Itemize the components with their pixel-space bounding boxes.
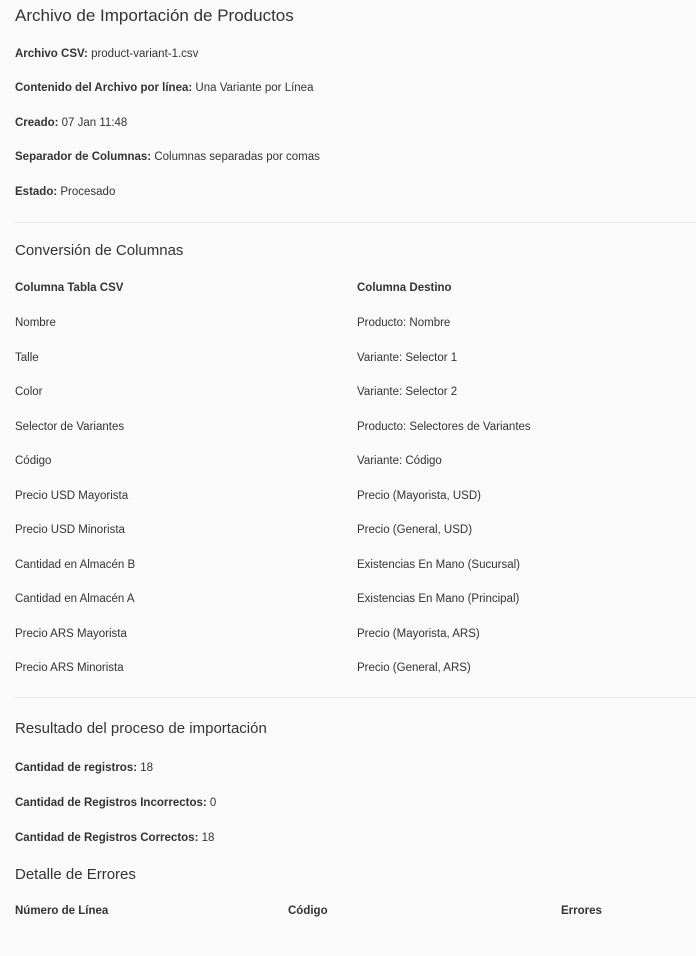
section-divider xyxy=(15,222,696,223)
mapping-source-cell: Código xyxy=(15,455,52,467)
field-value: Una Variante por Línea xyxy=(195,82,314,94)
field-file-content xyxy=(15,81,313,95)
mapping-target-cell: Producto: Nombre xyxy=(357,317,451,329)
field-value: Columnas separadas por comas xyxy=(154,151,320,163)
mapping-source-cell: Nombre xyxy=(15,317,56,329)
field-label: Creado: xyxy=(15,117,59,129)
field-label: Archivo CSV: xyxy=(15,48,88,60)
mapping-target-cell: Precio (Mayorista, USD) xyxy=(357,490,481,502)
mapping-source-cell: Selector de Variantes xyxy=(15,421,125,433)
errors-header-errors: Errores xyxy=(561,905,602,917)
field-label: Cantidad de Registros Correctos: xyxy=(15,832,199,844)
mapping-target-cell: Variante: Selector 1 xyxy=(357,352,458,364)
mapping-target-cell: Precio (General, USD) xyxy=(357,524,473,536)
mapping-source-cell: Precio ARS Minorista xyxy=(15,662,124,674)
field-value: 07 Jan 11:48 xyxy=(61,117,128,129)
mapping-source-cell: Precio ARS Mayorista xyxy=(15,628,127,640)
field-label: Contenido del Archivo por línea: xyxy=(15,82,193,94)
field-column-separator xyxy=(15,150,320,164)
mapping-source-cell: Cantidad en Almacén B xyxy=(15,559,136,571)
field-value: 18 xyxy=(140,762,154,774)
field-label: Estado: xyxy=(15,186,58,198)
field-incorrect-records xyxy=(15,796,216,810)
field-value: 18 xyxy=(201,832,215,844)
section-divider xyxy=(15,697,696,698)
mapping-target-cell: Existencias En Mano (Sucursal) xyxy=(357,559,520,571)
errors-section-title: Detalle de Errores xyxy=(15,866,136,883)
mapping-target-cell: Precio (General, ARS) xyxy=(357,662,471,674)
field-record-count xyxy=(15,761,153,775)
mapping-target-cell: Existencias En Mano (Principal) xyxy=(357,593,520,605)
field-label: Separador de Columnas: xyxy=(15,151,152,163)
field-created xyxy=(15,116,127,130)
mapping-source-cell: Precio USD Minorista xyxy=(15,524,125,536)
mapping-header-target-column: Columna Destino xyxy=(357,282,452,294)
field-value: product-variant-1.csv xyxy=(91,48,199,60)
field-label: Cantidad de Registros Incorrectos: xyxy=(15,797,207,809)
result-section-title: Resultado del proceso de importación xyxy=(15,720,267,737)
mapping-header-csv-column: Columna Tabla CSV xyxy=(15,282,124,294)
mapping-target-cell: Variante: Selector 2 xyxy=(357,386,458,398)
field-correct-records xyxy=(15,831,214,845)
mapping-target-cell: Producto: Selectores de Variantes xyxy=(357,421,531,433)
page-title: Archivo de Importación de Productos xyxy=(15,6,294,25)
errors-header-line-number: Número de Línea xyxy=(15,905,109,917)
field-csv-file xyxy=(15,47,198,61)
errors-header-code: Código xyxy=(288,905,328,917)
field-value: Procesado xyxy=(60,186,116,198)
mapping-source-cell: Cantidad en Almacén A xyxy=(15,593,135,605)
mapping-source-cell: Color xyxy=(15,386,43,398)
mapping-section-title: Conversión de Columnas xyxy=(15,242,184,259)
mapping-target-cell: Variante: Código xyxy=(357,455,442,467)
mapping-target-cell: Precio (Mayorista, ARS) xyxy=(357,628,480,640)
field-label: Cantidad de registros: xyxy=(15,762,138,774)
mapping-source-cell: Precio USD Mayorista xyxy=(15,490,129,502)
field-status xyxy=(15,185,115,199)
mapping-source-cell: Talle xyxy=(15,352,39,364)
field-value: 0 xyxy=(209,797,217,809)
